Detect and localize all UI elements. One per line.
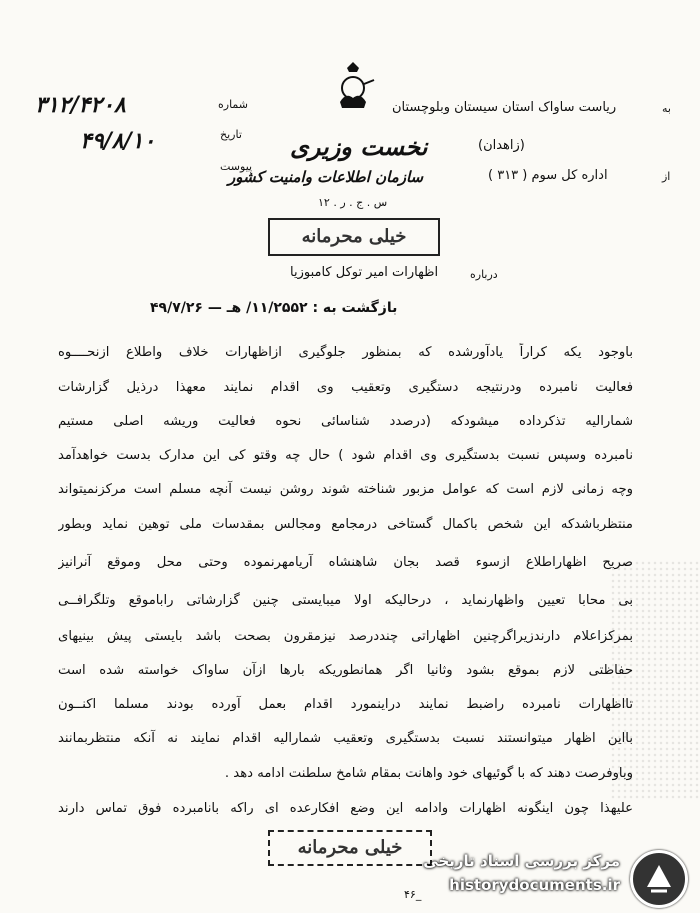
from-label: از: [662, 170, 671, 183]
body-line: وباوفرصت دهند که با گوئیهای خود واهانت بمقام شامخ سلطنت ادامه دهد .: [224, 766, 633, 781]
body-line: بمرکزاعلام دارندزیراگرچنین اظهاراتی چنددرصد نیزمقرون بصحت باشد بایستی پیش بینیهای: [58, 629, 633, 644]
archive-logo-icon: [630, 850, 688, 908]
recipient-city: (زاهدان): [478, 138, 525, 153]
body-line: فعالیت نامبرده ودرنتیجه دستگیری وتعقیب وی اقدام نمایند معهذا درذیل گزارشات: [58, 380, 633, 395]
subject-label: درباره: [470, 268, 498, 281]
recipient: ریاست ساواک استان سیستان وبلوچستان: [392, 100, 617, 115]
letter-number: ۳۱۲/۴۲۰۸: [35, 92, 126, 118]
body-line: حفاظتی لازم بموقع بشود وثانیا اگر همانطوریکه بارها ازآن ساواک خواسته شده است: [58, 663, 633, 678]
sender: اداره کل سوم ( ۳۱۳ ): [488, 168, 608, 183]
body-line: باوجود یکه کراراً یادآورشده که بمنظور جلوگیری ازاظهارات خلاف واطلاع ازنحــــوه: [58, 345, 633, 360]
date-label: تاریخ: [220, 128, 242, 141]
org-agency: سازمان اطلاعات وامنیت کشور: [228, 168, 424, 186]
watermark-title: مرکز بررسی اسناد تاریخی: [423, 852, 620, 870]
body-line: وچه زمانی لازم است که عوامل مزبور شناخته شوند روشن نیست آنچه مسلم است مرکزنمیتواند: [58, 482, 633, 497]
letter-date: ۴۹/۸/۱۰: [80, 128, 156, 154]
body-line: تااظهارات نامبرده راضبط نمایند دراینمورد اقدام بعمل آورده بودند مسلما اکنــون: [58, 697, 633, 712]
subject: اظهارات امیر توکل کامبوزیا: [290, 265, 439, 280]
body-line: شمارالیه تذکرداده میشودکه (درصدد شناسائی نحوه فعالیت وریشه اصلی مستیم: [58, 414, 633, 429]
classification-stamp: خیلی محرمانه: [268, 218, 440, 256]
form-ref: س . ج . ر . ۱۲: [318, 196, 388, 209]
body-line: بی محابا تعیین واظهارنماید ، درحالیکه اولا میبایستی چنین گزارشاتی راباموقع وتلگرافــی: [58, 593, 633, 608]
watermark-url: historydocuments.ir: [449, 876, 620, 894]
lion-and-sun-emblem-icon: [330, 62, 376, 112]
classification-stamp-bottom: خیلی محرمانه: [268, 830, 432, 866]
body-line: بااین اظهار میتوانستند نسبت بدستگیری وتعقیب شمارالیه اقدام نمایند نه آنکه منتظربمانند: [58, 731, 633, 746]
attachment-label: پیوست: [220, 160, 253, 173]
body-line: منتظرباشدکه این شخص باکمال گستاخی درمجامع ومجالس بمقدسات ملی توهین نماید وبطور: [58, 517, 633, 532]
number-label: شماره: [218, 98, 249, 111]
body-line: نامبرده وسپس نسبت بدستگیری وی اقدام شود ) حال چه وقتو کی این مدارک بدست خواهدآمد: [58, 448, 633, 463]
to-label: به: [662, 102, 671, 115]
body-line: صریح اظهاراطلاع ازسوء قصد بجان شاهنشاه آریامهرنموده وحتی محل وموقع آنرانیز: [58, 555, 633, 570]
org-ministry: نخست وزیری: [290, 132, 428, 161]
watermark: [420, 846, 690, 906]
reference-line: بازگشت به : ۱۱/۲۵۵۲/ هـ — ۴۹/۷/۲۶: [150, 300, 398, 316]
body-line: علیهذا چون اینگونه اظهارات وادامه این وضع افکارعده ای راکه بانامبرده فوق تماس دارند: [58, 801, 633, 816]
page-number: ۴۶_: [404, 888, 422, 901]
